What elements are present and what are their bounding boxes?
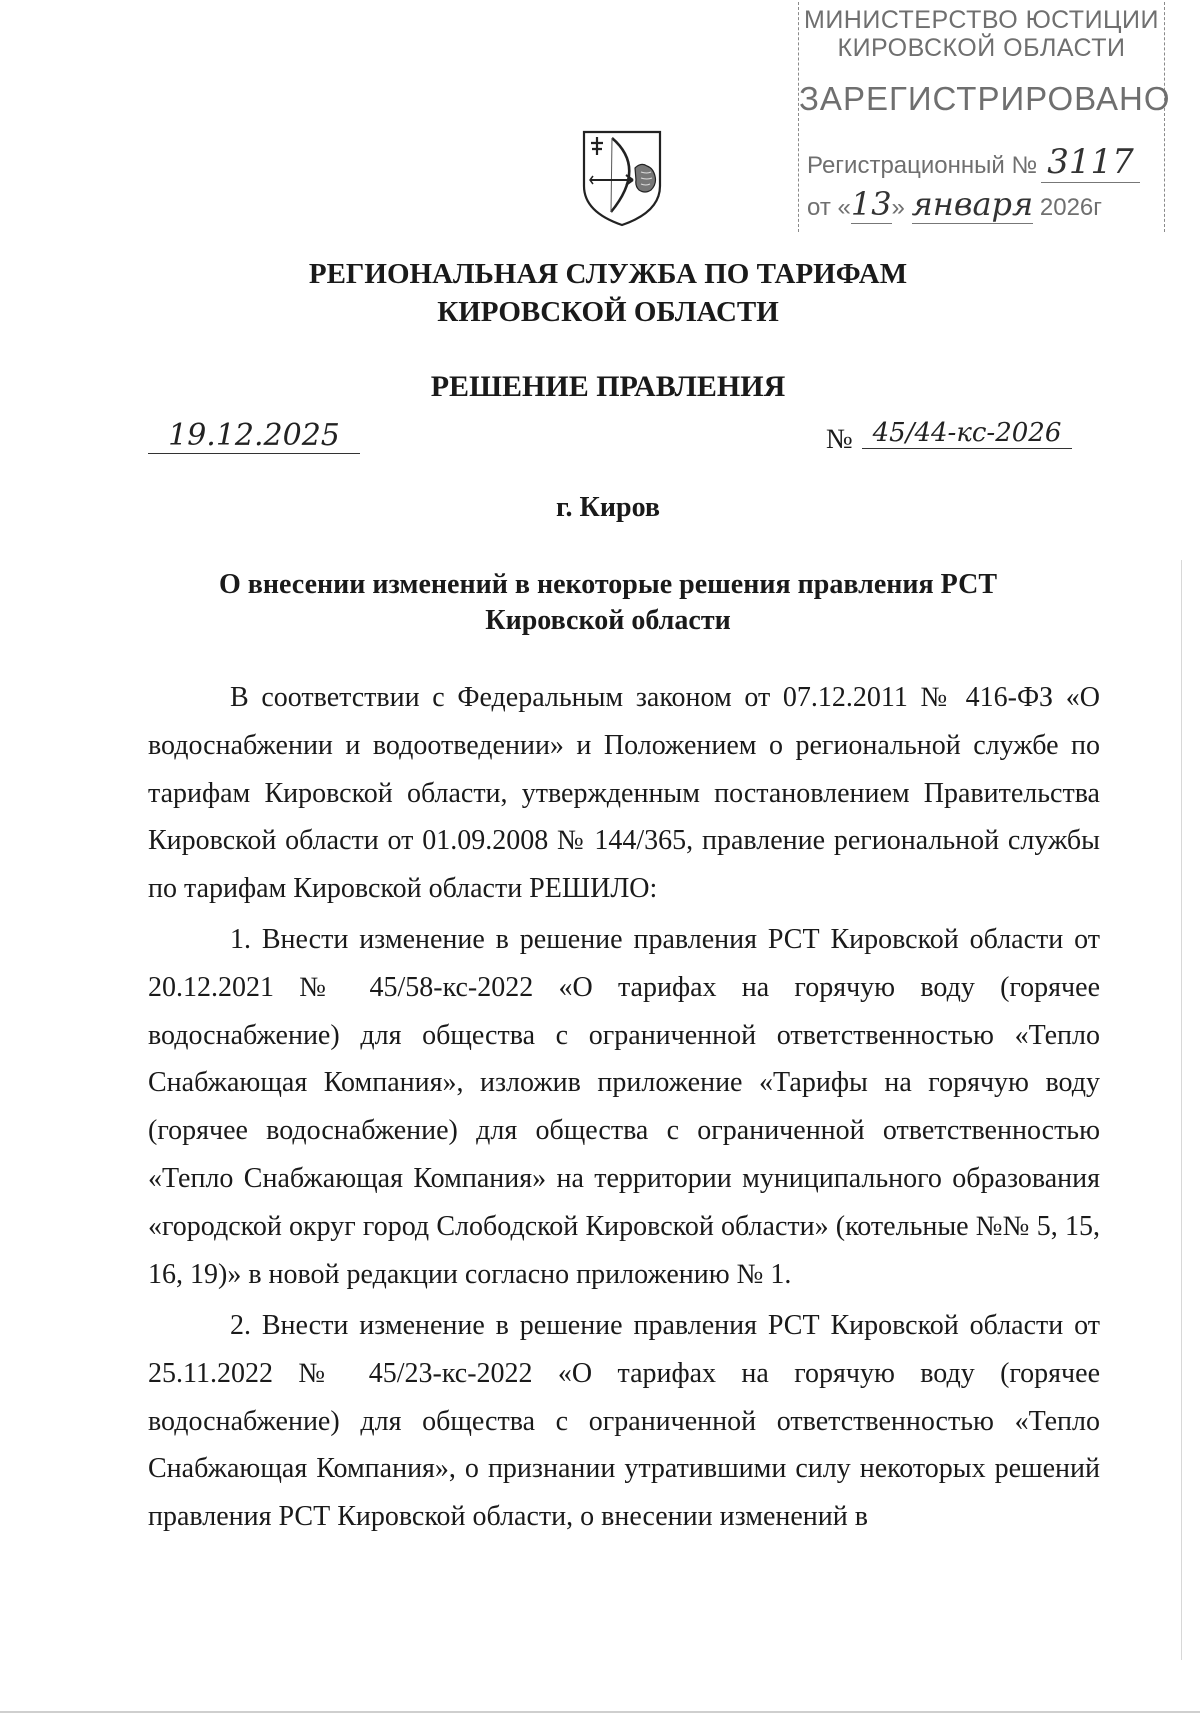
stamp-date-mid: »: [891, 194, 905, 221]
stamp-reg-label: Регистрационный №: [807, 152, 1038, 179]
stamp-date-month-handwritten: января: [911, 185, 1034, 223]
stamp-date-year: 2026: [1039, 194, 1094, 221]
stamp-reg-number-handwritten: 3117: [1041, 142, 1140, 183]
registration-stamp: [798, 2, 1171, 232]
organization-name-line2: КИРОВСКОЙ ОБЛАСТИ: [437, 296, 779, 328]
stamp-date-prefix: от «: [807, 194, 851, 221]
subject-title-line2: Кировской области: [485, 605, 731, 636]
decision-number-label: №: [826, 424, 853, 455]
document-type-title: РЕШЕНИЕ ПРАВЛЕНИЯ: [430, 370, 786, 403]
decision-date-handwritten: 19.12.2025: [148, 418, 360, 454]
scan-edge-bottom: [0, 1711, 1200, 1713]
stamp-registration-number: [807, 142, 1140, 182]
decision-item-2: 2. Внести изменение в решение правления РСТ Кировской области от 25.11.2022 № 45/23-кс-2022 «О тарифах на горячую воду (горячее водоснабжение) для общества с ограниченной ответственностью «Тепло Снабжающая Компания», о признании утратившими силу некоторых решений правления РСТ Кировской области, о внесении изменений в: [148, 1310, 1100, 1533]
stamp-ministry-line1: МИНИСТЕРСТВО ЮСТИЦИИ: [804, 6, 1159, 34]
stamp-registration-date: [807, 185, 1102, 223]
city-name: г. Киров: [556, 492, 660, 523]
subject-title-line1: О внесении изменений в некоторые решения правления РСТ: [219, 569, 997, 600]
kirov-oblast-coat-of-arms-icon: [581, 128, 663, 228]
scan-edge-right: [1181, 560, 1182, 1660]
preamble-paragraph: В соответствии с Федеральным законом от 07.12.2011 № 416-ФЗ «О водоснабжении и водоотведении» и Положением о региональной службе по тарифам Кировской области, утвержденным постановлением Правительства Кировской области от 01.09.2008 № 144/365, правление региональной службы по тарифам Кировской области РЕШИЛО:: [148, 682, 1100, 905]
stamp-date-suffix: г: [1093, 194, 1103, 221]
decision-number-handwritten: 45/44-кс-2026: [862, 418, 1072, 449]
stamp-ministry-line2: КИРОВСКОЙ ОБЛАСТИ: [837, 34, 1126, 62]
stamp-registered: ЗАРЕГИСТРИРОВАНО: [799, 80, 1171, 117]
decision-item-1: 1. Внести изменение в решение правления РСТ Кировской области от 20.12.2021 № 45/58-кс-2022 «О тарифах на горячую воду (горячее водоснабжение) для общества с ограниченной ответственностью «Тепло Снабжающая Компания», изложив приложение «Тарифы на горячую воду (горячее водоснабжение) для общества с ограниченной ответственностью «Тепло Снабжающая Компания» на территории муниципального образования «городской округ город Слободской Кировской области» (котельные №№ 5, 15, 16, 19)» в новой редакции согласно приложению № 1.: [148, 924, 1100, 1290]
stamp-date-day-handwritten: 13: [850, 185, 892, 223]
organization-name-line1: РЕГИОНАЛЬНАЯ СЛУЖБА ПО ТАРИФАМ: [308, 258, 908, 290]
